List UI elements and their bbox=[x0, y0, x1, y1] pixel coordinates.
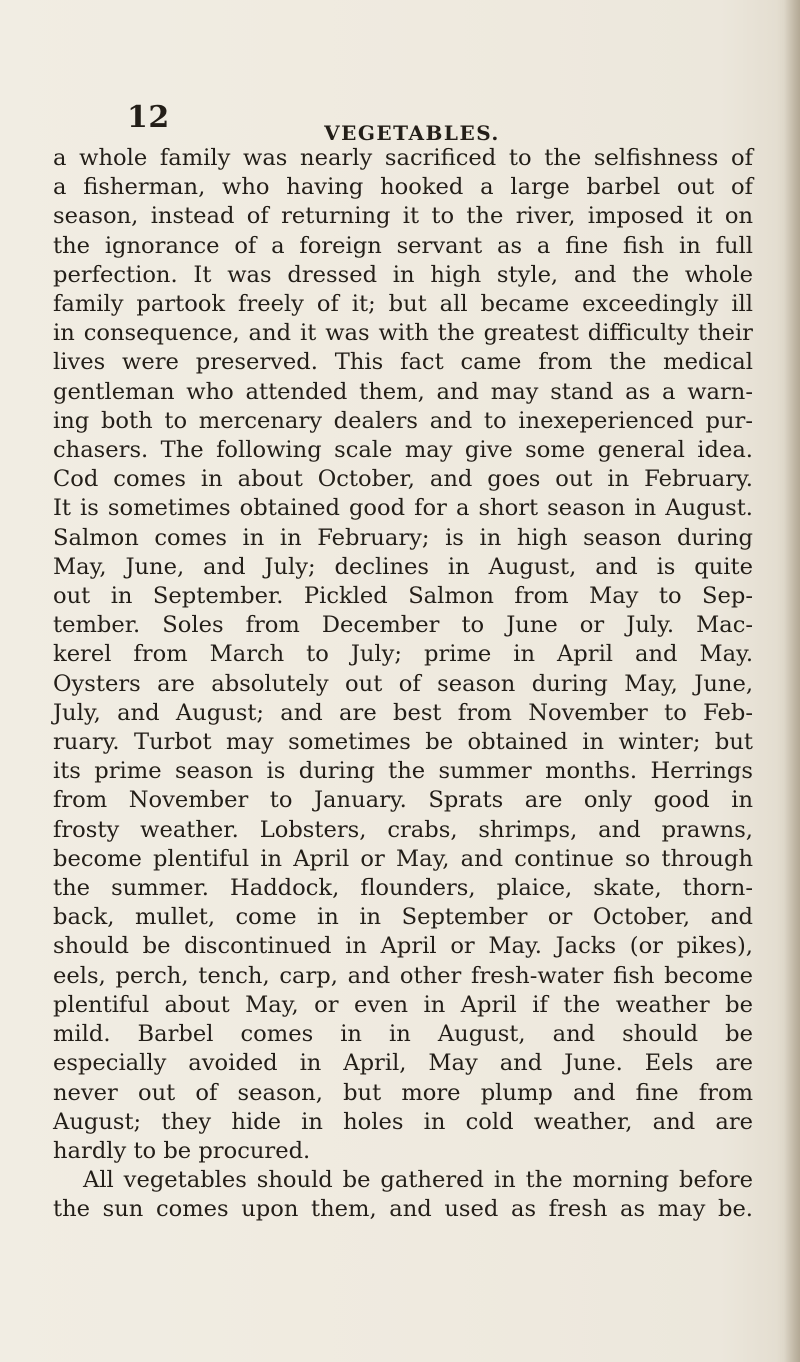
text-line: May, June, and July; declines in August, and is quite bbox=[53, 553, 753, 580]
text-line: gentleman who attended them, and may stand as a warn- bbox=[53, 378, 753, 405]
text-line: season, instead of returning it to the river, imposed it on bbox=[53, 203, 753, 230]
text-line: frosty weather. Lobsters, crabs, shrimps, and prawns, bbox=[53, 816, 753, 843]
text-line: lives were preserved. This fact came from the medical bbox=[53, 349, 753, 376]
text-line: Salmon comes in in February; is in high season during bbox=[53, 524, 753, 551]
text-line: never out of season, but more plump and fine from bbox=[53, 1079, 753, 1106]
text-line: hardly to be procured. bbox=[53, 1137, 311, 1164]
text-line: ing both to mercenary dealers and to inexeperienced pur- bbox=[53, 407, 753, 434]
text-line: should be discontinued in April or May. Jacks (or pikes), bbox=[53, 933, 753, 960]
text-line: become plentiful in April or May, and continue so through bbox=[53, 845, 753, 872]
page-number: 12 bbox=[127, 100, 170, 135]
text-line: Oysters are absolutely out of season during May, June, bbox=[53, 670, 753, 697]
text-line: a whole family was nearly sacrificed to the selfishness of bbox=[53, 145, 753, 171]
text-line: Cod comes in about October, and goes out in February. bbox=[53, 466, 753, 493]
text-line: kerel from March to July; prime in April and May. bbox=[53, 641, 753, 668]
text-line: back, mullet, come in in September or October, and bbox=[53, 904, 753, 931]
body-text bbox=[53, 144, 753, 1225]
text-line: perfection. It was dressed in high style, and the whole bbox=[53, 261, 753, 288]
text-line: family partook freely of it; but all became exceedingly ill bbox=[53, 291, 753, 318]
text-line: the summer. Haddock, flounders, plaice, skate, thorn- bbox=[53, 875, 753, 902]
text-line: It is sometimes obtained good for a short season in August. bbox=[53, 495, 753, 522]
text-line: All vegetables should be gathered in the morning before bbox=[83, 1167, 753, 1194]
text-line: mild. Barbel comes in in August, and should be bbox=[53, 1021, 753, 1048]
text-line: especially avoided in April, May and June. Eels are bbox=[53, 1050, 753, 1077]
text-line: the sun comes upon them, and used as fresh as may be. bbox=[53, 1196, 753, 1223]
text-line: August; they hide in holes in cold weather, and are bbox=[53, 1108, 753, 1135]
text-line: July, and August; and are best from November to Feb- bbox=[53, 699, 753, 726]
text-line: tember. Soles from December to June or July. Mac- bbox=[53, 612, 753, 639]
text-line: the ignorance of a foreign servant as a fine fish in full bbox=[53, 232, 753, 259]
page-edge-shadow bbox=[784, 0, 800, 1362]
running-head: VEGETABLES. bbox=[324, 121, 500, 145]
text-line: from November to January. Sprats are only good in bbox=[53, 787, 753, 814]
text-line: plentiful about May, or even in April if the weather be bbox=[53, 991, 753, 1018]
text-line: eels, perch, tench, carp, and other fresh-water fish become bbox=[53, 962, 753, 989]
text-line: a fisherman, who having hooked a large barbel out of bbox=[53, 174, 753, 201]
text-line: ruary. Turbot may sometimes be obtained in winter; but bbox=[53, 729, 753, 756]
text-line: in consequence, and it was with the greatest difficulty their bbox=[53, 320, 753, 347]
text-line: chasers. The following scale may give some general idea. bbox=[53, 437, 753, 464]
text-line: out in September. Pickled Salmon from May to Sep- bbox=[53, 583, 753, 610]
text-line: its prime season is during the summer months. Herrings bbox=[53, 758, 753, 785]
